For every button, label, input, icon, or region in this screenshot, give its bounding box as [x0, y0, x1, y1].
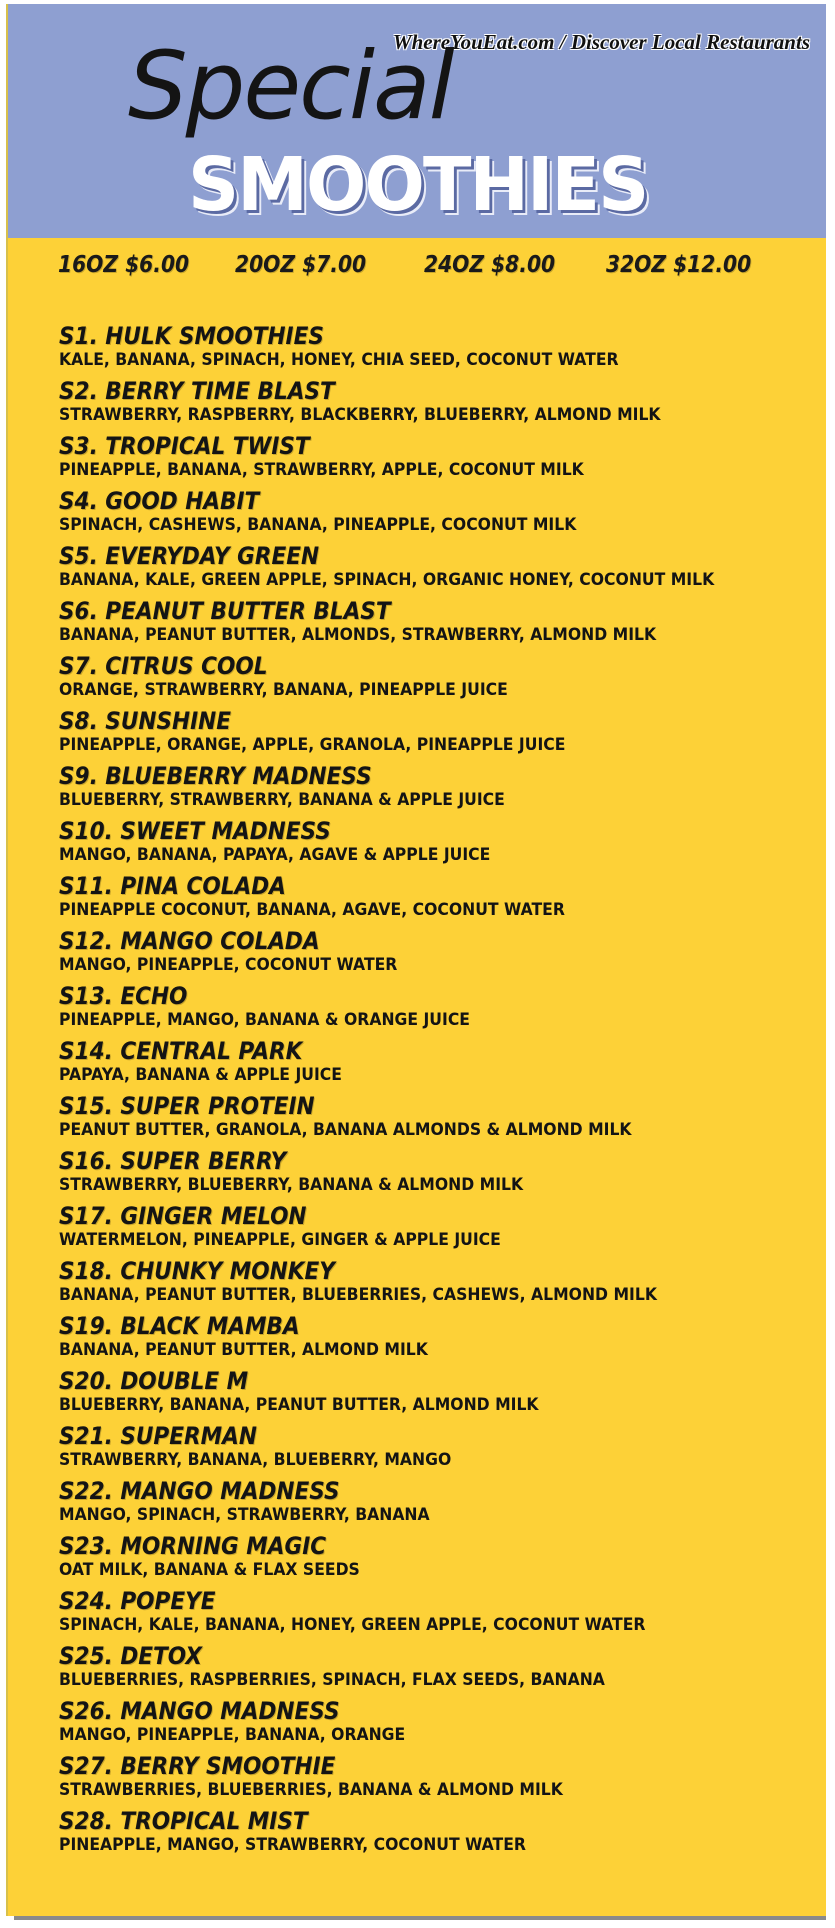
list-item: [59, 707, 819, 762]
size-price-list: [8, 252, 826, 282]
smoothie-ingredients: PINEAPPLE, BANANA, STRAWBERRY, APPLE, COCONUT MILK: [59, 460, 584, 480]
list-item: [59, 927, 819, 982]
website-caption[interactable]: WhereYouEat.com / Discover Local Restaurants: [392, 30, 810, 54]
list-item: [59, 542, 819, 597]
smoothie-name: S4. GOOD HABIT: [59, 487, 260, 515]
smoothie-ingredients: SPINACH, CASHEWS, BANANA, PINEAPPLE, COCONUT MILK: [59, 515, 577, 535]
smoothie-name: S19. BLACK MAMBA: [59, 1312, 300, 1340]
smoothie-ingredients: SPINACH, KALE, BANANA, HONEY, GREEN APPLE, COCONUT WATER: [59, 1615, 646, 1635]
size-price-20oz: 20OZ $7.00: [235, 252, 367, 278]
list-item: [59, 1202, 819, 1257]
smoothie-ingredients: OAT MILK, BANANA & FLAX SEEDS: [59, 1560, 360, 1580]
smoothie-ingredients: STRAWBERRY, RASPBERRY, BLACKBERRY, BLUEBERRY, ALMOND MILK: [59, 405, 661, 425]
smoothie-ingredients: BANANA, PEANUT BUTTER, ALMONDS, STRAWBERRY, ALMOND MILK: [59, 625, 657, 645]
menu-header: [8, 4, 826, 238]
list-item: [59, 1147, 819, 1202]
list-item: [59, 1257, 819, 1312]
smoothie-name: S18. CHUNKY MONKEY: [59, 1257, 335, 1285]
title-smoothies: SMOOTHIES: [188, 142, 648, 228]
smoothie-ingredients: BLUEBERRY, STRAWBERRY, BANANA & APPLE JUICE: [59, 790, 505, 810]
smoothie-ingredients: PINEAPPLE, MANGO, BANANA & ORANGE JUICE: [59, 1010, 470, 1030]
list-item: [59, 872, 819, 927]
list-item: [59, 377, 819, 432]
smoothie-ingredients: MANGO, PINEAPPLE, COCONUT WATER: [59, 955, 398, 975]
list-item: [59, 817, 819, 872]
smoothie-menu: [6, 4, 826, 1916]
list-item: [59, 1477, 819, 1532]
smoothie-ingredients: MANGO, BANANA, PAPAYA, AGAVE & APPLE JUICE: [59, 845, 491, 865]
smoothie-name: S20. DOUBLE M: [59, 1367, 249, 1395]
smoothie-ingredients: MANGO, PINEAPPLE, BANANA, ORANGE: [59, 1725, 406, 1745]
smoothie-ingredients: KALE, BANANA, SPINACH, HONEY, CHIA SEED, COCONUT WATER: [59, 350, 619, 370]
smoothie-name: S28. TROPICAL MIST: [59, 1807, 308, 1835]
smoothie-ingredients: PAPAYA, BANANA & APPLE JUICE: [59, 1065, 342, 1085]
list-item: [59, 1532, 819, 1587]
list-item: [59, 1037, 819, 1092]
smoothie-name: S8. SUNSHINE: [59, 707, 231, 735]
smoothie-ingredients: PINEAPPLE, ORANGE, APPLE, GRANOLA, PINEAPPLE JUICE: [59, 735, 566, 755]
smoothie-ingredients: BLUEBERRIES, RASPBERRIES, SPINACH, FLAX SEEDS, BANANA: [59, 1670, 605, 1690]
size-price-24oz: 24OZ $8.00: [424, 252, 556, 278]
smoothie-name: S16. SUPER BERRY: [59, 1147, 287, 1175]
smoothie-name: S2. BERRY TIME BLAST: [59, 377, 335, 405]
smoothie-name: S25. DETOX: [59, 1642, 203, 1670]
smoothie-ingredients: WATERMELON, PINEAPPLE, GINGER & APPLE JUICE: [59, 1230, 501, 1250]
list-item: [59, 1092, 819, 1147]
list-item: [59, 597, 819, 652]
smoothie-name: S12. MANGO COLADA: [59, 927, 320, 955]
smoothie-ingredients: BANANA, PEANUT BUTTER, ALMOND MILK: [59, 1340, 428, 1360]
list-item: [59, 1807, 819, 1862]
smoothie-name: S22. MANGO MADNESS: [59, 1477, 340, 1505]
smoothie-ingredients: BLUEBERRY, BANANA, PEANUT BUTTER, ALMOND MILK: [59, 1395, 539, 1415]
list-item: [59, 982, 819, 1037]
smoothie-name: S5. EVERYDAY GREEN: [59, 542, 320, 570]
smoothie-name: S11. PINA COLADA: [59, 872, 286, 900]
list-item: [59, 432, 819, 487]
list-item: [59, 487, 819, 542]
title-special: Special: [128, 32, 453, 141]
list-item: [59, 1752, 819, 1807]
smoothie-name: S9. BLUEBERRY MADNESS: [59, 762, 372, 790]
smoothie-name: S21. SUPERMAN: [59, 1422, 257, 1450]
smoothie-ingredients: STRAWBERRY, BANANA, BLUEBERRY, MANGO: [59, 1450, 452, 1470]
list-item: [59, 1422, 819, 1477]
smoothie-name: S27. BERRY SMOOTHIE: [59, 1752, 336, 1780]
smoothie-list: [59, 322, 819, 1862]
smoothie-ingredients: PEANUT BUTTER, GRANOLA, BANANA ALMONDS & ALMOND MILK: [59, 1120, 632, 1140]
list-item: [59, 322, 819, 377]
smoothie-name: S3. TROPICAL TWIST: [59, 432, 310, 460]
smoothie-name: S17. GINGER MELON: [59, 1202, 307, 1230]
list-item: [59, 1587, 819, 1642]
list-item: [59, 1697, 819, 1752]
smoothie-ingredients: BANANA, PEANUT BUTTER, BLUEBERRIES, CASHEWS, ALMOND MILK: [59, 1285, 657, 1305]
smoothie-ingredients: MANGO, SPINACH, STRAWBERRY, BANANA: [59, 1505, 430, 1525]
smoothie-ingredients: ORANGE, STRAWBERRY, BANANA, PINEAPPLE JUICE: [59, 680, 508, 700]
smoothie-ingredients: BANANA, KALE, GREEN APPLE, SPINACH, ORGANIC HONEY, COCONUT MILK: [59, 570, 715, 590]
smoothie-name: S24. POPEYE: [59, 1587, 216, 1615]
smoothie-name: S15. SUPER PROTEIN: [59, 1092, 315, 1120]
smoothie-name: S10. SWEET MADNESS: [59, 817, 331, 845]
size-price-16oz: 16OZ $6.00: [58, 252, 190, 278]
size-price-32oz: 32OZ $12.00: [606, 252, 752, 278]
smoothie-ingredients: PINEAPPLE, MANGO, STRAWBERRY, COCONUT WATER: [59, 1835, 526, 1855]
smoothie-ingredients: PINEAPPLE COCONUT, BANANA, AGAVE, COCONUT WATER: [59, 900, 565, 920]
smoothie-name: S13. ECHO: [59, 982, 188, 1010]
smoothie-name: S1. HULK SMOOTHIES: [59, 322, 324, 350]
list-item: [59, 1312, 819, 1367]
smoothie-name: S23. MORNING MAGIC: [59, 1532, 327, 1560]
smoothie-ingredients: STRAWBERRIES, BLUEBERRIES, BANANA & ALMOND MILK: [59, 1780, 563, 1800]
smoothie-ingredients: STRAWBERRY, BLUEBERRY, BANANA & ALMOND MILK: [59, 1175, 524, 1195]
smoothie-name: S6. PEANUT BUTTER BLAST: [59, 597, 391, 625]
list-item: [59, 1367, 819, 1422]
list-item: [59, 652, 819, 707]
smoothie-name: S7. CITRUS COOL: [59, 652, 268, 680]
list-item: [59, 1642, 819, 1697]
smoothie-name: S14. CENTRAL PARK: [59, 1037, 303, 1065]
smoothie-name: S26. MANGO MADNESS: [59, 1697, 340, 1725]
list-item: [59, 762, 819, 817]
